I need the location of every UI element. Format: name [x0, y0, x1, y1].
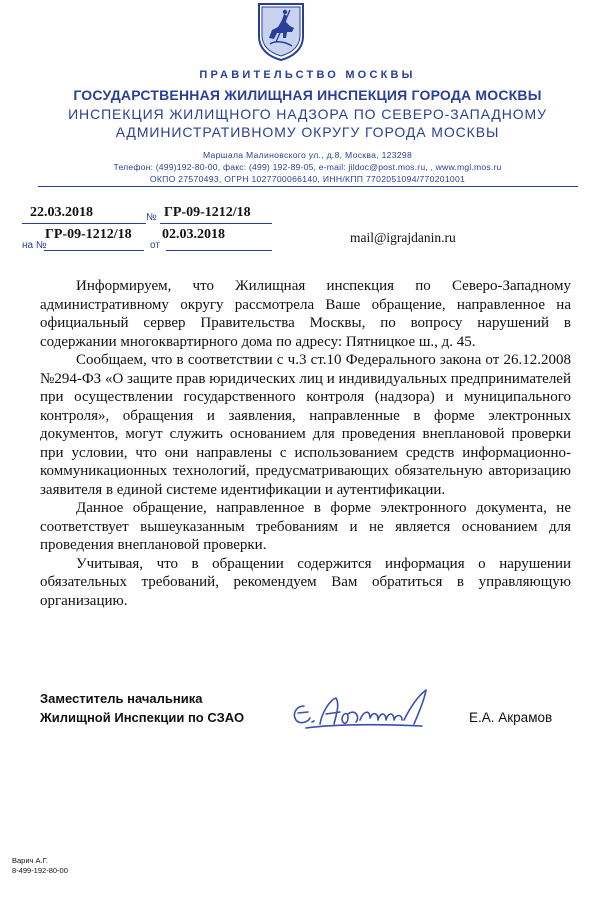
outgoing-number-sign: №: [146, 212, 157, 223]
letter-body: [40, 277, 571, 610]
organization-title: ГОСУДАРСТВЕННАЯ ЖИЛИЩНАЯ ИНСПЕКЦИЯ ГОРОДА МОСКВЫ: [73, 87, 542, 103]
moscow-coat-of-arms-icon: [256, 2, 306, 62]
incoming-date-line: [166, 250, 272, 251]
letterhead-registration-ids: ОКПО 27570493, ОГРН 1027700066140, ИНН/КПП 7702051094/770201001: [149, 174, 466, 184]
body-paragraph: Информируем, что Жилищная инспекция по Северо-Западному административному округу рассмотрела Ваше обращение, направленное на официальный сервер Правительства Москвы, по вопросу нарушений в содержании многоквартирного дома по адресу: Пятницкое ш., д. 45.: [40, 278, 571, 350]
executor-phone: 8-499-192-80-00: [12, 866, 68, 875]
body-paragraph: Сообщаем, что в соответствии с ч.3 ст.10 Федерального закона от 26.12.2008 №294-ФЗ «О защите прав юридических лиц и индивидуальных предпринимателей при осуществлении государственного контроля (надзора) и муниципального контроля», обращения и заявления, направленные в форме электронных документов, могут служить основанием для проведения внеплановой проверки при условии, что они направлены с использованием средств информационно-коммуникационных технологий, предусматривающих обязательную авторизацию заявителя в единой системе идентификации и аутентификации.: [40, 352, 571, 498]
outgoing-date-line: [22, 223, 146, 224]
handwritten-signature-icon: [286, 684, 446, 744]
outgoing-date: 22.03.2018: [30, 205, 93, 220]
signer-name: Е.А. Акрамов: [469, 710, 553, 725]
signer-title-line1: Заместитель начальника: [40, 691, 203, 706]
incoming-number-line: [44, 250, 144, 251]
executor-name: Варич А.Г.: [12, 856, 48, 865]
department-title-line1: ИНСПЕКЦИЯ ЖИЛИЩНОГО НАДЗОРА ПО СЕВЕРО-ЗАПАДНОМУ: [68, 106, 547, 122]
body-paragraph: Учитывая, что в обращении содержится информация о нарушении обязательных требований, рекомендуем Вам обратиться в управляющую организацию.: [40, 555, 571, 609]
addressee-email: mail@igrajdanin.ru: [350, 230, 456, 245]
department-title-line2: АДМИНИСТРАТИВНОМУ ОКРУГУ ГОРОДА МОСКВЫ: [115, 124, 500, 140]
letterhead-divider: [38, 186, 578, 187]
government-title: ПРАВИТЕЛЬСТВО МОСКВЫ: [199, 69, 416, 81]
incoming-number: ГР-09-1212/18: [45, 227, 132, 242]
body-paragraph: Данное обращение, направленное в форме электронного документа, не соответствует вышеуказанным требованиям и не является основанием для проведения внеплановой проверки.: [40, 500, 571, 553]
outgoing-number: ГР-09-1212/18: [164, 205, 251, 220]
outgoing-number-line: [160, 223, 272, 224]
letterhead-contacts: Телефон: (499)192-80-00, факс: (499) 192-89-05, e-mail: jildoc@post.mos.ru, , www.mgi.mos.ru: [113, 162, 502, 172]
incoming-date: 02.03.2018: [162, 227, 225, 242]
incoming-from-label: от: [150, 240, 160, 251]
letterhead-address: Маршала Малиновского ул., д.8, Москва, 123298: [202, 150, 413, 160]
signer-title-line2: Жилищной Инспекции по СЗАО: [40, 710, 245, 725]
incoming-prefix: на №: [22, 240, 47, 251]
